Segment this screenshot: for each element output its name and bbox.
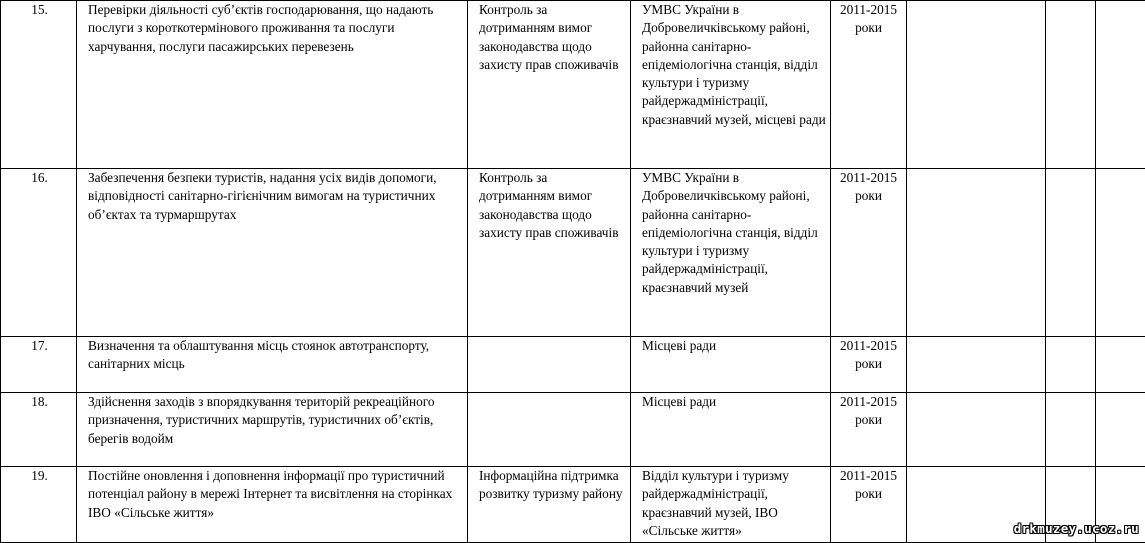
executor-cell: Місцеві ради — [631, 337, 831, 393]
executor-cell: УМВС України в Добровеличківському районі, районна санітарно-епідеміологічна станція, відділ культури і туризму райдержадміністрації, краєзнавчий музей, місцеві ради — [631, 1, 831, 169]
site-watermark: drkmuzey.ucoz.ru — [1014, 521, 1139, 536]
empty-cell — [907, 1, 1046, 169]
executor-cell: Відділ культури і туризму райдержадміністрації, краєзнавчий музей, ІВО «Сільське життя» — [631, 467, 831, 543]
executor-cell: УМВС України в Добровеличківському районі, районна санітарно-епідеміологічна станція, відділ культури і туризму райдержадміністрації, краєзнавчий музей — [631, 169, 831, 337]
empty-cell — [1096, 393, 1145, 467]
table-row — [1, 169, 1145, 337]
row-number-cell: 18. — [1, 393, 77, 467]
goal-cell: Контроль за дотриманням вимог законодавства щодо захисту прав споживачів — [468, 169, 631, 337]
row-number-cell: 19. — [1, 467, 77, 543]
term-cell: 2011-2015 роки — [831, 337, 907, 393]
empty-cell — [1046, 337, 1096, 393]
measure-cell: Перевірки діяльності суб’єктів господарювання, що надають послуги з короткотермінового проживання та послуги харчування, послуги пасажирських перевезень — [77, 1, 468, 169]
term-cell: 2011-2015 роки — [831, 467, 907, 543]
empty-cell — [1096, 1, 1145, 169]
empty-cell — [1046, 169, 1096, 337]
row-number-cell: 17. — [1, 337, 77, 393]
measure-cell: Визначення та облаштування місць стоянок автотранспорту, санітарних місць — [77, 337, 468, 393]
executor-cell: Місцеві ради — [631, 393, 831, 467]
empty-cell — [907, 337, 1046, 393]
empty-cell — [907, 393, 1046, 467]
table-row — [1, 467, 1145, 543]
empty-cell — [1096, 337, 1145, 393]
goal-cell: Інформаційна підтримка розвитку туризму району — [468, 467, 631, 543]
table-row — [1, 393, 1145, 467]
empty-cell — [1046, 393, 1096, 467]
goal-cell: Контроль за дотриманням вимог законодавства щодо захисту прав споживачів — [468, 1, 631, 169]
row-number-cell: 16. — [1, 169, 77, 337]
measure-cell: Здійснення заходів з впорядкування територій рекреаційного призначення, туристичних маршрутів, туристичних об’єктів, берегів водойм — [77, 393, 468, 467]
goal-cell — [468, 393, 631, 467]
goal-cell — [468, 337, 631, 393]
empty-cell — [907, 169, 1046, 337]
term-cell: 2011-2015 роки — [831, 1, 907, 169]
term-cell: 2011-2015 роки — [831, 393, 907, 467]
term-cell: 2011-2015 роки — [831, 169, 907, 337]
table-row — [1, 337, 1145, 393]
row-number-cell: 15. — [1, 1, 77, 169]
table-row — [1, 1, 1145, 169]
empty-cell — [1096, 169, 1145, 337]
measure-cell: Постійне оновлення і доповнення інформації про туристичний потенціал району в мережі Інтернет та висвітлення на сторінках ІВО «Сільське життя» — [77, 467, 468, 543]
measure-cell: Забезпечення безпеки туристів, надання усіх видів допомоги, відповідності санітарно-гігієнічним вимогам на туристичних об’єктах та турмаршрутах — [77, 169, 468, 337]
empty-cell — [1046, 1, 1096, 169]
